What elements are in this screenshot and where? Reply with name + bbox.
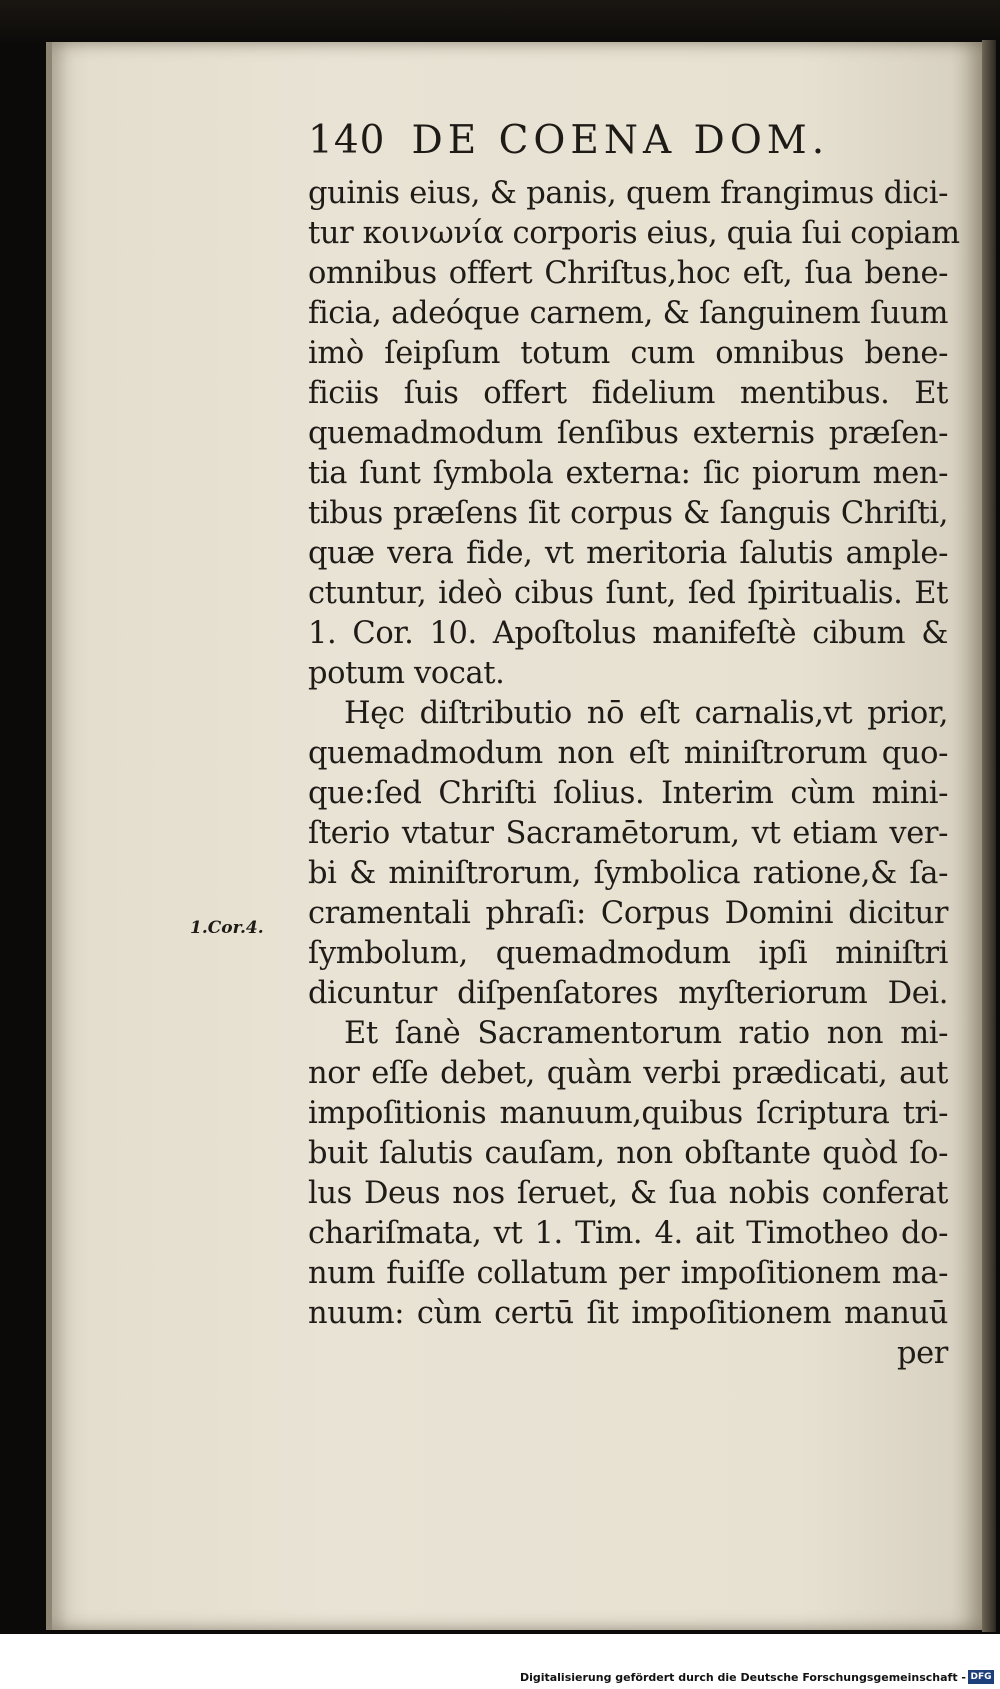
text-line: Et ſanè Sacramentorum ratio non mi-	[344, 1016, 948, 1051]
text-line: bi & miniſtrorum, ſymbolica ratione,& ſa-	[308, 856, 948, 891]
text-line: dicuntur diſpenſatores myſteriorum Dei.	[308, 976, 948, 1011]
running-title: DE COENA DOM.	[411, 118, 830, 163]
text-line: que:ſed Chriſti ſolius. Interim cùm mini-	[308, 776, 948, 811]
text-line: tibus præſens ſit corpus & ſanguis Chriſti,	[308, 496, 948, 531]
page-edge	[982, 40, 996, 1632]
text-line: impoſitionis manuum,quibus ſcriptura tri-	[308, 1096, 948, 1131]
text-line: Hęc diſtributio nō eſt carnalis,vt prior,	[344, 696, 948, 731]
text-line: buit ſalutis cauſam, non obſtante quòd ſo-	[308, 1136, 948, 1171]
scan-background-top	[0, 0, 1000, 42]
text-line: nuum: cùm certū ſit impoſitionem manuū	[308, 1296, 948, 1331]
text-line: tur κοινωνία corporis eius, quia ſui copiam	[308, 216, 960, 251]
text-line: ſymbolum, quemadmodum ipſi miniſtri	[308, 936, 948, 971]
text-line: potum vocat.	[308, 656, 505, 691]
text-line: guinis eius, & panis, quem frangimus dici-	[308, 176, 948, 211]
text-line: nor eſſe debet, quàm verbi prædicati, aut	[308, 1056, 948, 1091]
text-line: quemadmodum ſenſibus externis præſen-	[308, 416, 948, 451]
digitization-credit: Digitalisierung gefördert durch die Deutsche Forschungsgemeinschaft -	[519, 1671, 966, 1684]
text-line: ficia, adeóque carnem, & ſanguinem ſuum	[308, 296, 948, 331]
text-line: ficiis ſuis offert fidelium mentibus. Et	[308, 376, 948, 411]
text-line: num fuiſſe collatum per impoſitionem ma-	[308, 1256, 948, 1291]
text-line: chariſmata, vt 1. Tim. 4. ait Timotheo do-	[308, 1216, 948, 1251]
body-text	[308, 174, 960, 1374]
margin-note: 1.Cor.4.	[190, 918, 264, 938]
page-number: 140	[308, 118, 386, 163]
catchword: per	[897, 1336, 948, 1371]
text-line: tia ſunt ſymbola externa: ſic piorum men-	[308, 456, 948, 491]
running-header	[308, 118, 948, 168]
text-line: quæ vera fide, vt meritoria ſalutis ample-	[308, 536, 948, 571]
dfg-logo: DFG	[968, 1670, 994, 1684]
text-line: ctuntur, ideò cibus ſunt, ſed ſpiritualis. Et	[308, 576, 948, 611]
text-line: omnibus offert Chriſtus,hoc eſt, ſua bene-	[308, 256, 948, 291]
text-line: quemadmodum non eſt miniſtrorum quo-	[308, 736, 948, 771]
footer-bar	[0, 1634, 1000, 1689]
text-line: 1. Cor. 10. Apoſtolus manifeſtè cibum &	[308, 616, 948, 651]
text-line: lus Deus nos ſeruet, & ſua nobis conferat	[308, 1176, 948, 1211]
text-line: imò ſeipſum totum cum omnibus bene-	[308, 336, 948, 371]
text-line: ſterio vtatur Sacramētorum, vt etiam ver-	[308, 816, 948, 851]
text-line: cramentali phraſi: Corpus Domini dicitur	[308, 896, 948, 931]
